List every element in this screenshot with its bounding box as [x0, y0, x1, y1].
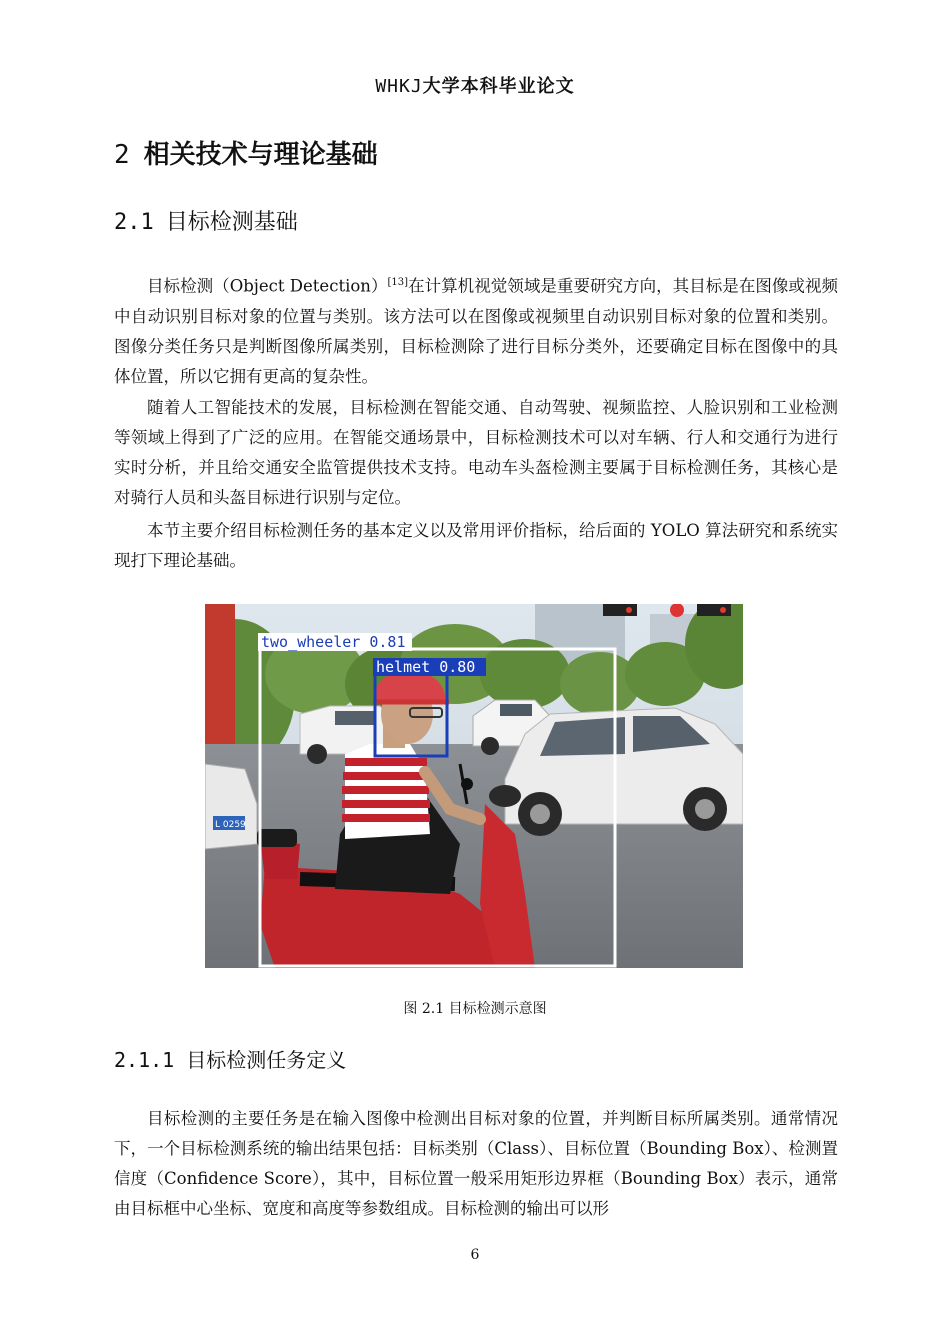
- paragraph-2: 随着人工智能技术的发展，目标检测在智能交通、自动驾驶、视频监控、人脸识别和工业检测等领域上得到了广泛的应用。在智能交通场景中，目标检测技术可以对车辆、行人和交通行为进行实时分析，并且给交通安全监管提供技术支持。电动车头盔检测主要属于目标检测任务，其核心是对骑行人员和头盔目标进行识别与定位。: [114, 398, 838, 507]
- header-latin: WHKJ: [375, 76, 423, 97]
- section-title: 目标检测基础: [165, 210, 298, 235]
- section-heading: [114, 205, 298, 236]
- helmet-label: helmet 0.80: [376, 658, 476, 676]
- chapter-number: 2: [114, 140, 130, 170]
- citation-ref: [13]: [387, 277, 409, 288]
- detection-figure: [205, 604, 743, 968]
- running-header: [0, 72, 950, 98]
- subsection-number: 2.1.1: [114, 1048, 175, 1072]
- page-number: 6: [470, 1247, 480, 1263]
- paragraph-3: 本节主要介绍目标检测任务的基本定义以及常用评价指标，给后面的 YOLO 算法研究和系统实现打下理论基础。: [114, 521, 838, 570]
- section-number: 2.1: [114, 210, 154, 235]
- detection-photo: [205, 604, 743, 968]
- header-cn: 大学本科毕业论文: [422, 76, 575, 97]
- paragraph-1-b: 在计算机视觉领域是重要研究方向，其目标是在图像或视频中自动识别目标对象的位置与类别。该方法可以在图像或视频里自动识别目标对象的位置和类别。图像分类任务只是判断图像所属类别，目标检测除了进行目标分类外，还要确定目标在图像中的具体位置，所以它拥有更高的复杂性。: [114, 276, 839, 386]
- white-hatchback: [505, 708, 743, 836]
- chapter-title: 相关技术与理论基础: [143, 140, 378, 170]
- license-plate-text: L 0259: [215, 820, 246, 830]
- paragraph-1: [114, 268, 838, 392]
- chapter-heading: [114, 134, 378, 171]
- figure-caption: 图 2.1 目标检测示意图: [403, 1001, 547, 1017]
- two-wheeler-label: two_wheeler 0.81: [261, 633, 406, 651]
- subsection-title: 目标检测任务定义: [186, 1048, 347, 1072]
- paragraph-4: 目标检测的主要任务是在输入图像中检测出目标对象的位置，并判断目标所属类别。通常情况下，一个目标检测系统的输出结果包括：目标类别（Class）、目标位置（Bounding Box）、检测置信度（Confidence Score），其中，目标位置一般采用矩形边界框（Bounding Box）表示，通常由目标框中心坐标、宽度和高度等参数组成。目标检测的输出可以形: [114, 1109, 838, 1218]
- subsection-heading: [114, 1044, 346, 1073]
- paragraph-1-a: 目标检测（Object Detection）: [147, 276, 388, 296]
